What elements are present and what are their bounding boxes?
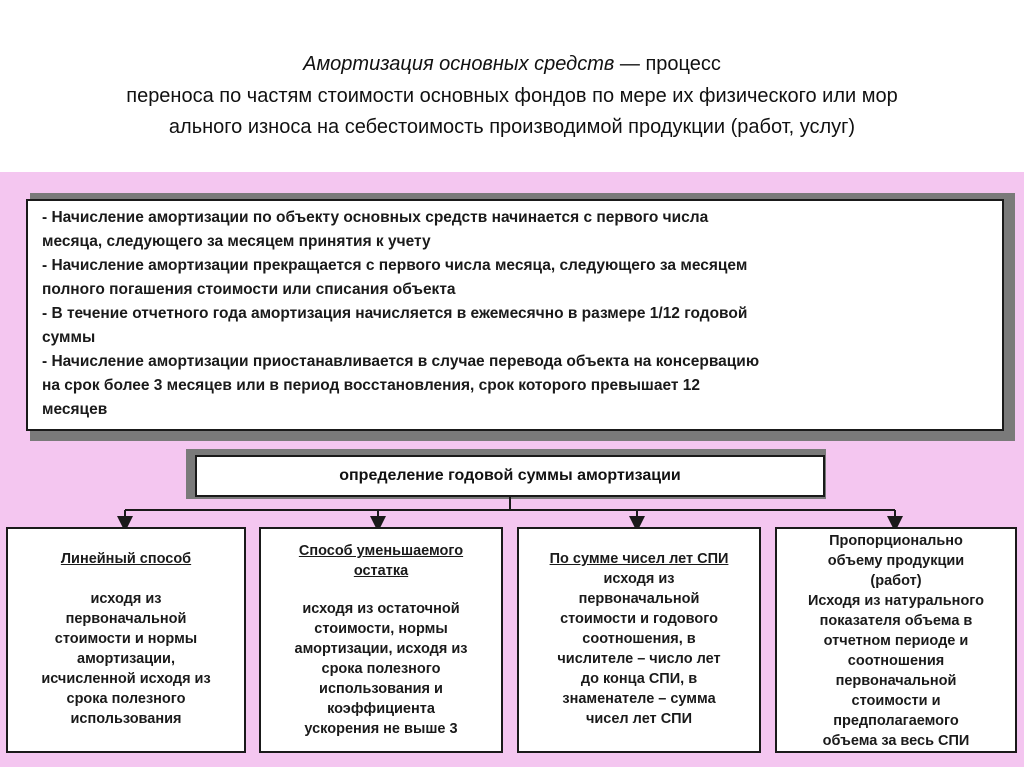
method-body-line: коэффициента	[327, 701, 435, 717]
rule-line: месяца, следующего за месяцем принятия к учету	[42, 233, 431, 250]
method-title: По сумме чисел лет СПИ	[549, 551, 729, 567]
rule-line: - Начисление амортизации приостанавливается в случае перевода объекта на консервацию	[42, 353, 760, 370]
method-body-line: срока полезного	[321, 661, 441, 677]
definition-line-2: переноса по частям стоимости основных фондов по мере их физического или мор	[126, 85, 898, 107]
method-box-linear	[6, 527, 246, 753]
method-body-line: срока полезного	[66, 691, 186, 707]
central-title-box: определение годовой суммы амортизации	[195, 455, 825, 497]
method-body-line: исходя из остаточной	[302, 601, 460, 617]
method-body-line: соотношения, в	[582, 631, 696, 647]
rule-line: - Начисление амортизации прекращается с первого числа месяца, следующего за месяцем	[42, 257, 748, 274]
rule-line: полного погашения стоимости или списания объекта	[42, 281, 456, 298]
method-body-line: ускорения не выше 3	[304, 721, 458, 737]
method-body-line: стоимости и нормы	[54, 631, 198, 647]
method-title: Линейный способ	[60, 551, 192, 567]
rule-line: суммы	[42, 329, 96, 346]
definition-line-3: ального износа на себестоимость производимой продукции (работ, услуг)	[168, 116, 856, 138]
method-body-line: стоимости и	[851, 693, 941, 709]
method-body-line: стоимости, нормы	[314, 621, 448, 637]
rule-line: - В течение отчетного года амортизация начисляется в ежемесячно в размере 1/12 годовой	[42, 305, 748, 322]
method-body-line: исходя из	[90, 591, 162, 607]
rules-box	[26, 199, 1004, 431]
method-body-line: показателя объема в	[819, 613, 973, 629]
method-body-line: объема за весь СПИ	[822, 733, 970, 749]
method-body-line: исходя из	[603, 571, 675, 587]
method-body-line: первоначальной	[578, 591, 700, 607]
definition-term: Амортизация основных средств	[303, 53, 615, 75]
method-body-line: использования	[70, 711, 182, 727]
method-box-sum-of-years	[517, 527, 761, 753]
method-body-line: соотношения	[847, 653, 945, 669]
method-box-declining-balance	[259, 527, 503, 753]
rule-line: - Начисление амортизации по объекту основных средств начинается с первого числа	[42, 209, 709, 226]
method-title: Способ уменьшаемого остатка	[298, 543, 464, 579]
definition-header	[0, 0, 1024, 172]
method-title: Пропорционально объему продукции (работ)	[827, 533, 965, 589]
method-box-production-volume	[775, 527, 1017, 753]
method-body-line: предполагаемого	[833, 713, 959, 729]
method-body-line: чисел лет СПИ	[585, 711, 693, 727]
method-body-line: амортизации, исходя из	[294, 641, 468, 657]
rule-line: на срок более 3 месяцев или в период восстановления, срок которого превышает 12	[42, 377, 701, 394]
method-body-line: Исходя из натурального	[807, 593, 985, 609]
method-body-line: использования и	[319, 681, 443, 697]
method-body-line: стоимости и годового	[560, 611, 718, 627]
method-body-line: амортизации,	[77, 651, 175, 667]
method-body-line: первоначальной	[65, 611, 187, 627]
method-body-line: отчетном периоде и	[823, 633, 969, 649]
method-body-line: числителе – число лет	[557, 651, 721, 667]
definition-line-1	[0, 52, 1024, 76]
method-body-line: знаменателе – сумма	[562, 691, 716, 707]
method-body-line: первоначальной	[835, 673, 957, 689]
definition-line-1-rest: — процесс	[614, 53, 721, 75]
method-body-line: исчисленной исходя из	[41, 671, 211, 687]
rule-line: месяцев	[42, 401, 108, 418]
method-body-line: до конца СПИ, в	[580, 671, 698, 687]
